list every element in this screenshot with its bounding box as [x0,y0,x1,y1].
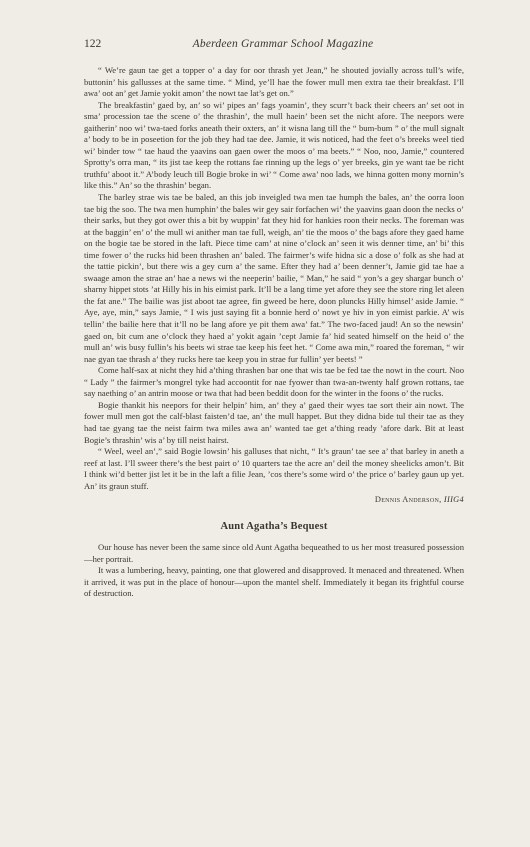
paragraph: Our house has never been the same since old Aunt Agatha bequeathed to us her most treasured possession—her portrait. [84,542,464,564]
author-name: Dennis Anderson, [374,495,442,505]
paragraph: The breakfastin’ gaed by, an’ so wi’ pipes an’ fags yoamin’, they scurr’t back their cheers an’ set oot in sma’ procession tae the scene o’ the thrashin’, the mull haein’ been set the nicht afore. The neepors were gaitherin’ noo wi’ twa-taed forks aneath their oxters, an’ it wisna lang till the “ bum-bum ” o’ the mull signalt a’ body to be in poseetion for the job they had tae dee. Jamie, it wis noticed, had the feet o’s breeks weel tied wi’ binder tow “ tae haud the yaavins oan gaen ower the moos o’ ma beets.” “ Noo, noo, Jamie,” countered Sprotty’s orra man, “ its jist tae keep the rottans fae rinning up the legs o’ yer breeks, gin ye want tae be richt truthfu’ aboot it.” A’body leuch till Bogie broke in wi’ “ Come awa’ noo lads, we hinna gotten mony mornin’s like this.” An’ so the thrashin’ began. [84,99,464,191]
paragraph: Bogie thankit his neepors for their helpin’ him, an’ they a’ gaed their wyes tae sort their ain nowt. The fower mull men got the calf-blast faisten’d tae, an’ the mull happet. But they didna bide tul their tae as they had tae gyang tae the neist fairm twa miles awa an’ wanted tae get a’thing ready ’afore dark. Bit at least Bogie’s thrashin’ wis a’ by till neist hairst. [84,399,464,445]
paragraph: “ Weel, weel an’,” said Bogie lowsin’ his galluses that nicht, “ It’s graun’ tae see a’ that barley in aneth a reef at last. I’ll sweer there’s the best pairt o’ 10 quarters tae the acre an’ deil the money sheelicks amon’t. Bit I think wi’d better jist let it be in the laft a filie Jean, ’cos there’s some wird o’ the price o’ barley gaun up yet. An’ its graun stuff. [84,446,464,491]
page-header [84,38,464,50]
paragraph: Come half-sax at nicht they hid a’thing thrashen bar one that wis tae be fed tae the nowt in the court. Noo “ Lady ” the fairmer’s mongrel tyke had accoontit for nae fyower than twa-an-twenty half grown rottans, tae say naething o’ an antrin moose or twa that had been beddit doon for the winter in the foons o’ the rucks. [84,365,464,399]
paragraph: “ We’re gaun tae get a topper o’ a day for oor thrash yet Jean,” he shouted jovially across tull’s wife, buttonin’ his gallusses at the same time. “ Mind, ye’ll hae the fower mull men extra tae their breakfast. I’ll awa’ oot an’ get Jamie yokit amon’ the nowt tae lat’s get on.” [84,65,464,99]
page-number: 122 [84,38,102,50]
author-form: IIIG4 [443,495,464,505]
story-aunt-agatha [84,542,464,600]
journal-title: Aberdeen Grammar School Magazine [192,38,374,50]
section-title: Aunt Agatha’s Bequest [220,521,328,533]
paragraph: The barley strae wis tae be baled, an this job inveigled twa men tae humph the bales, an’ the oorra loon tae big the soo. The twa men humphin’ the bales wir gey sair forfachen wi’ the yaavins gaan doon the necks o’ their sarks, but they got ower this a bit by wuppin’ fat they hid for hankies roon their necks. The foreman was at the baggin’ en’ o’ the mull wi anither man tae full, weigh, an’ tie the moos o’ the bags afore they gaed hame on the bogie tae be stored in the laft. Piece time cam’ at nine o’clock an’ seen it wis denner time, an’ bi’ this time fower o’ the rucks hid been thrashen an’ baled. The fairmer’s wife hidna sic a dose o’ folk as she had at the tattie pickin’, but there wis a gey curn a’ the same. Efter they had a’ been denner’t, Jamie gid tae hae a swaage amon the strae an’ hae a news wi the neeperin’ bailie, “ Man,” he said “ yon’s a gey shargar bunch o’ sharny hippet stots ’at Hilly his in his eimist park. It’ll be a lang time yet afore they see the store ring let aleen the fat ane.” The bailie was jist aboot tae agree, fin gweed be here, doon pluncks Hilly himsel’ aside Jamie. “ Aye, aye, min,” says Jamie, “ I wis just saying fit a bonnie herd o’ nowt ye hiv in yon eimist parkie. A’ wis tellin’ the bailie here that it’ll no be lang afore ye pit them awa’ fat.” The two-faced jaud! An so the newsin’ gaed on, bit cum ane o’clock they haed a’ yokit again ’cept Jamie fa’ hid seated himself on the heid o’ the mull an’ wis busy fullin’s his beets wi strae tae keep his feet het. “ Come awa min,” roared the foreman, “ wir nae gyan tae thrash a’ they rucks here tae keep you in strae fur fullin’ yer beets! ” [84,192,464,364]
story-thrashing [84,65,464,504]
paragraph: It was a lumbering, heavy, painting, one that glowered and disapproved. It menaced and threatened. When it arrived, it was put in the place of honour—upon the mantel shelf. Immediately it began its frightful course of destruction. [84,565,464,599]
author-signature [84,495,464,504]
